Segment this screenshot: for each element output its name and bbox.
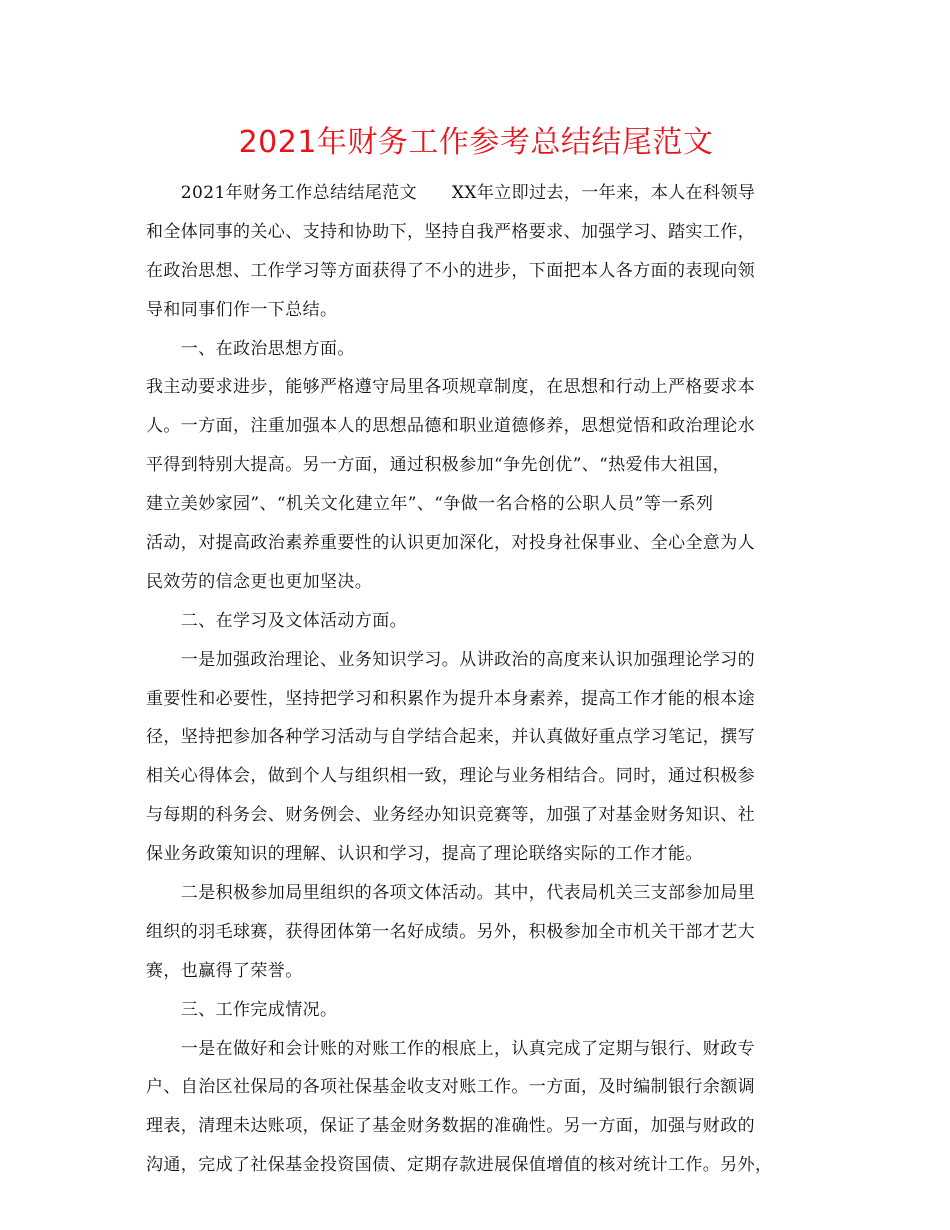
body-text-line: 导和同事们作一下总结。 — [146, 299, 338, 320]
body-text-line: 平得到特别大提高。另一方面，通过积极参加“争先创优”、“热爱伟大祖国， — [146, 455, 731, 476]
body-text-line: 人。一方面，注重加强本人的思想品德和职业道德修养，思想觉悟和政治理论水 — [146, 416, 755, 437]
body-text-line: 一是在做好和会计账的对账工作的根底上，认真完成了定期与银行、财政专 — [146, 1038, 755, 1059]
body-text-line: 2021年财务工作总结结尾范文 XX年立即过去，一年来，本人在科领导 — [146, 183, 756, 203]
body-text-line: 保业务政策知识的理解、认识和学习，提高了理论联络实际的工作才能。 — [146, 844, 703, 865]
body-text-line: 我主动要求进步，能够严格遵守局里各项规章制度，在思想和行动上严格要求本 — [146, 377, 755, 398]
body-text-line: 建立美妙家园”、“机关文化建立年”、“争做一名合格的公职人员”等一系列 — [146, 494, 714, 515]
body-text-line: 民效劳的信念更也更加坚决。 — [146, 571, 373, 592]
body-text-line: 赛，也赢得了荣誉。 — [146, 960, 303, 981]
body-text-line: 在政治思想、工作学习等方面获得了不小的进步，下面把本人各方面的表现向领 — [146, 260, 755, 281]
document-page — [146, 118, 806, 1185]
body-text-line: 理表，清理未达账项，保证了基金财务数据的准确性。另一方面，加强与财政的 — [146, 1116, 755, 1137]
body-text-line: 二是积极参加局里组织的各项文体活动。其中，代表局机关三支部参加局里 — [146, 883, 755, 904]
body-text-line: 一、在政治思想方面。 — [146, 338, 355, 359]
body-text-line: 组织的羽毛球赛，获得团体第一名好成绩。另外，积极参加全市机关干部才艺大 — [146, 921, 755, 942]
body-text-line: 与每期的科务会、财务例会、业务经办知识竞赛等，加强了对基金财务知识、社 — [146, 805, 755, 826]
body-text-line: 径，坚持把参加各种学习活动与自学结合起来，并认真做好重点学习笔记，撰写 — [146, 727, 755, 748]
body-text-line: 一是加强政治理论、业务知识学习。从讲政治的高度来认识加强理论学习的 — [146, 649, 755, 670]
body-text-line: 户、自治区社保局的各项社保基金收支对账工作。一方面，及时编制银行余额调 — [146, 1077, 755, 1098]
document-title: 2021年财务工作参考总结结尾范文 — [238, 125, 714, 160]
document-body — [146, 174, 806, 1185]
body-text-line: 三、工作完成情况。 — [146, 999, 338, 1020]
body-text-line: 和全体同事的关心、支持和协助下，坚持自我严格要求、加强学习、踏实工作， — [146, 221, 755, 242]
body-text-line: 相关心得体会，做到个人与组织相一致，理论与业务相结合。同时，通过积极参 — [146, 766, 755, 787]
body-text-line: 活动，对提高政治素养重要性的认识更加深化，对投身社保事业、全心全意为人 — [146, 533, 755, 554]
body-text-line: 重要性和必要性，坚持把学习和积累作为提升本身素养，提高工作才能的根本途 — [146, 688, 755, 709]
body-text-line: 二、在学习及文体活动方面。 — [146, 610, 407, 631]
body-text-line: 沟通，完成了社保基金投资国债、定期存款进展保值增值的核对统计工作。另外， — [146, 1155, 773, 1176]
